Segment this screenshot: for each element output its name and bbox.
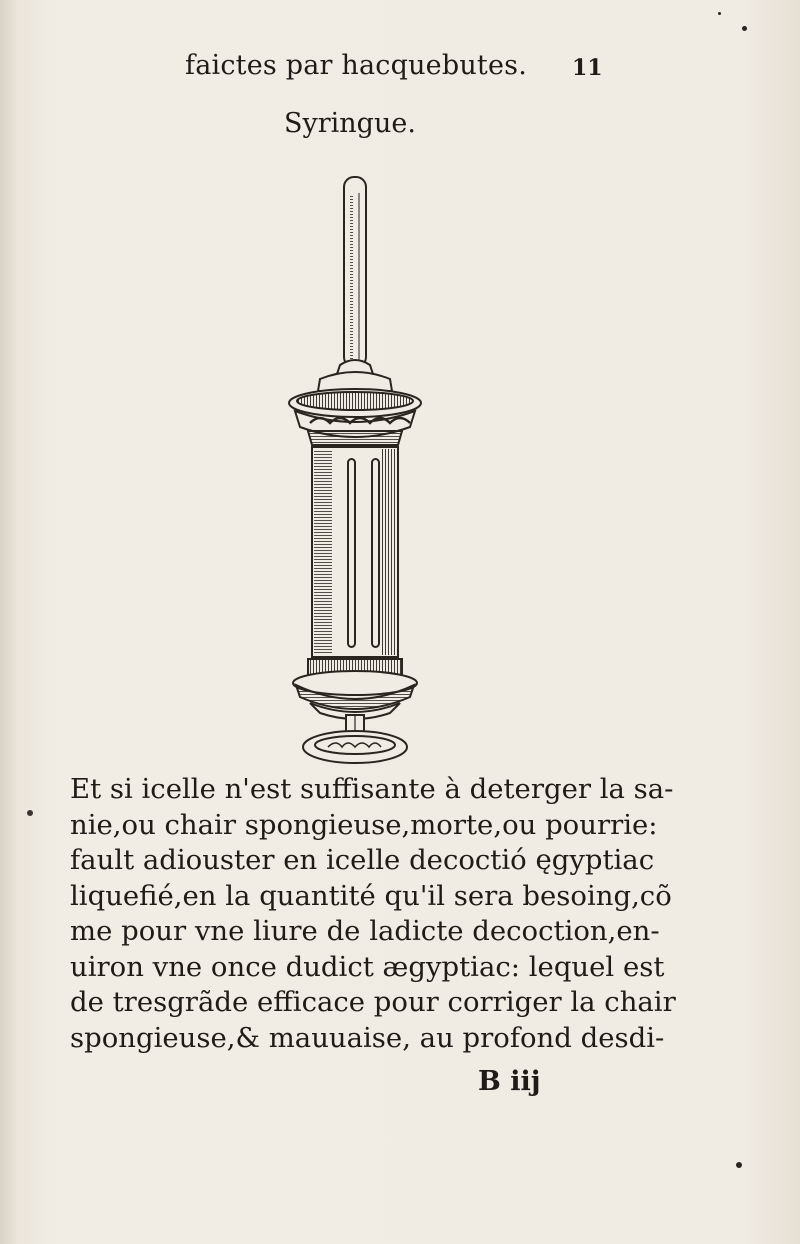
- plunger-rod: [318, 177, 392, 391]
- syringe-illustration: [270, 165, 440, 775]
- barrel-cap: [289, 389, 421, 445]
- text-line-1: Et si icelle n'est suffisante à deterger la sa-: [70, 773, 674, 805]
- show-through-text: [560, 100, 770, 820]
- text-line-7: de tresgrãde efficace pour corriger la chair: [70, 986, 676, 1018]
- nozzle-foot: [303, 715, 407, 763]
- illustration-caption: Syringue.: [284, 108, 416, 139]
- ink-speck: [718, 12, 721, 15]
- text-line-8: spongieuse,& mauuaise, au profond desdi-: [70, 1021, 665, 1054]
- syringe-barrel: [312, 447, 398, 657]
- body-paragraph: [70, 772, 676, 1056]
- barrel-base: [293, 659, 417, 719]
- text-line-2: nie,ou chair spongieuse,morte,ou pourrie:: [70, 808, 658, 841]
- text-line-6: uiron vne once dudict ægyptiac: lequel est: [70, 950, 665, 983]
- margin-mark: [27, 810, 33, 816]
- ink-speck: [736, 1162, 742, 1168]
- ink-speck: [742, 26, 747, 31]
- running-head: faictes par hacquebutes.: [185, 50, 527, 81]
- text-line-4: liquefié,en la quantité qu'il sera besoing,cõ: [70, 879, 672, 912]
- folio-number: 11: [572, 55, 603, 81]
- text-line-5: me pour vne liure de ladicte decoction,en-: [70, 915, 660, 947]
- signature-mark: B iij: [478, 1066, 541, 1097]
- text-line-3: fault adiouster en icelle decoctió ęgyptiac: [70, 844, 655, 876]
